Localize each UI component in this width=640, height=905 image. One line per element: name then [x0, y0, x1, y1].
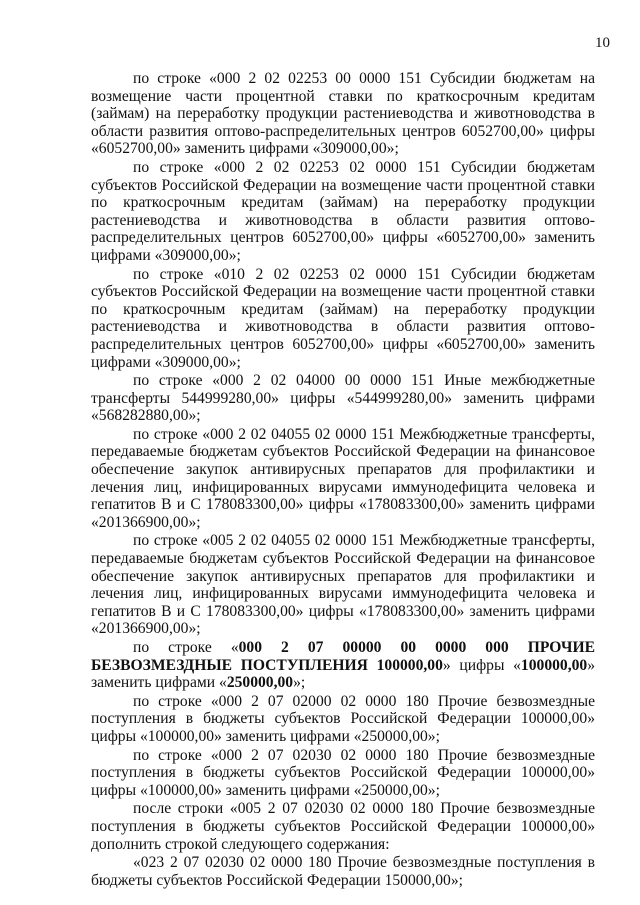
amendment-paragraph-6: по строке «005 2 02 04055 02 0000 151 Межбюджетные трансферты, передаваемые бюджетам субъектов Российской Федерации на финансовое обеспечение закупок антивирусных препаратов для профилактики и лечения лиц, инфицированных вирусами иммунодефицита человека и гепатитов В и С 178083300,00» цифры «178083300,00» заменить цифрами «201366900,00»; [91, 532, 595, 638]
amendment-paragraph-10: после строки «005 2 07 02030 02 0000 180 Прочие безвозмездные поступления в бюджеты субъектов Российской Федерации 100000,00» дополнить строкой следующего содержания: [91, 800, 595, 853]
amendment-paragraph-4: по строке «000 2 02 04000 00 0000 151 Иные межбюджетные трансферты 544999280,00» цифры «544999280,00» заменить цифрами «568282880,00»; [91, 372, 595, 425]
paragraph-7-text-1: по строке « [133, 639, 239, 656]
paragraph-7-text-2: » цифры « [442, 656, 521, 674]
paragraph-7-bold-new-amount: 250000,00 [226, 674, 294, 692]
amendment-paragraph-5: по строке «000 2 02 04055 02 0000 151 Межбюджетные трансферты, передаваемые бюджетам субъектов Российской Федерации на финансовое обеспечение закупок антивирусных препаратов для профилактики и лечения лиц, инфицированных вирусами иммунодефицита человека и гепатитов В и С 178083300,00» цифры «178083300,00» заменить цифрами «201366900,00»; [91, 425, 595, 531]
amendment-paragraph-9: по строке «000 2 07 02030 02 0000 180 Прочие безвозмездные поступления в бюджеты субъектов Российской Федерации 100000,00» цифры «100000,00» заменить цифрами «250000,00»; [91, 746, 595, 799]
amendment-paragraph-2: по строке «000 2 02 02253 02 0000 151 Субсидии бюджетам субъектов Российской Федерации на возмещение части процентной ставки по краткосрочным кредитам (займам) на переработку продукции растениеводства и животноводства в области развития оптово-распределительных центров 6052700,00» цифры «6052700,00» заменить цифрами «309000,00»; [91, 158, 595, 264]
document-body [91, 70, 595, 889]
amendment-paragraph-11: «023 2 07 02030 02 0000 180 Прочие безвозмездные поступления в бюджеты субъектов Российской Федерации 150000,00»; [91, 854, 595, 889]
amendment-paragraph-3: по строке «010 2 02 02253 02 0000 151 Субсидии бюджетам субъектов Российской Федерации на возмещение части процентной ставки по краткосрочным кредитам (займам) на переработку продукции растениеводства и животноводства в области развития оптово-распределительных центров 6052700,00» цифры «6052700,00» заменить цифрами «309000,00»; [91, 265, 595, 371]
page-number: 10 [595, 35, 610, 51]
amendment-paragraph-1: по строке «000 2 02 02253 00 0000 151 Субсидии бюджетам на возмещение части процентной ставки по краткосрочным кредитам (займам) на переработку продукции растениеводства и животноводства в области развития оптово-распределительных центров 6052700,00» цифры «6052700,00» заменить цифрами «309000,00»; [91, 70, 595, 158]
paragraph-7-bold-old-amount: 100000,00 [520, 656, 588, 674]
paragraph-7-bold-code-line: 000 2 07 00000 00 0000 000 ПРОЧИЕ БЕЗВОЗМЕЗДНЫЕ ПОСТУПЛЕНИЯ 100000,00 [91, 639, 595, 674]
amendment-paragraph-8: по строке «000 2 07 02000 02 0000 180 Прочие безвозмездные поступления в бюджеты субъектов Российской Федерации 100000,00» цифры «100000,00» заменить цифрами «250000,00»; [91, 692, 595, 745]
paragraph-7-text-3: » заменить цифрами « [91, 656, 595, 692]
amendment-paragraph-7 [91, 639, 595, 692]
paragraph-7-text-4: »; [293, 674, 306, 692]
